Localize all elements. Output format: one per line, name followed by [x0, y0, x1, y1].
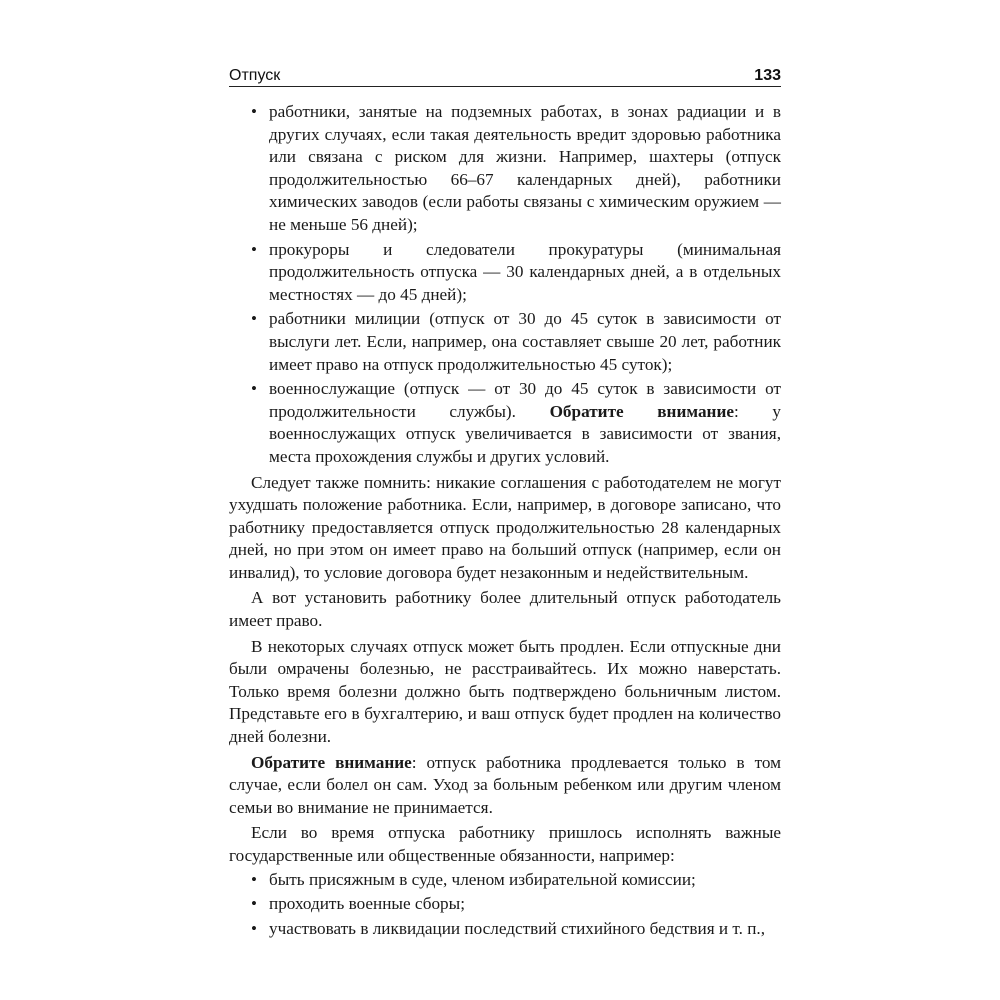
bullet-list-top [229, 101, 781, 469]
list-item: • проходить военные сборы; [229, 893, 781, 916]
running-header [229, 58, 781, 87]
page-number: 133 [754, 67, 781, 84]
notice-label: Обратите внимание [251, 752, 412, 772]
list-item: • работники, занятые на подземных работах, в зонах радиации и в других случаях, если такая деятельность вредит здоровью работника или связана с риском для жизни. Например, шахтеры (отпуск продолжительностью 66–67 календарных дней), работники химических заводов (если работы связаны с химическим оружием — не меньше 56 дней); [229, 101, 781, 237]
book-page [229, 58, 781, 958]
list-item: • военнослужащие (отпуск — от 30 до 45 суток в зависимости от продолжительности службы). Обратите внимание: у военнослужащих отпуск увеличивается в зависимости от звания, места прохождения службы и других условий. [229, 378, 781, 468]
section-title: Отпуск [229, 67, 281, 84]
notice-paragraph: Обратите внимание: отпуск работника продлевается только в том случае, если болел он сам. Уход за больным ребенком или другим членом семьи во внимание не принимается. [229, 752, 781, 817]
list-item: • прокуроры и следователи прокуратуры (минимальная продолжительность отпуска — 30 календарных дней, а в отдельных местностях — до 45 дней); [229, 239, 781, 307]
notice-label: Обратите внимание [549, 401, 734, 421]
paragraph: Следует также помнить: никакие соглашения с работодателем не могут ухудшать положение работника. Если, например, в договоре записано, что работнику предоставляется отпуск продолжительностью 28 календарных дней, но при этом он имеет право на больший отпуск (например, если он инвалид), то условие договора будет незаконным и недействительным. [229, 472, 781, 582]
page-body [229, 101, 781, 940]
paragraph: Если во время отпуска работнику пришлось исполнять важные государственные или общественные обязанности, например: [229, 823, 781, 865]
paragraph: А вот установить работнику более длительный отпуск работодатель имеет право. [229, 588, 781, 631]
bullet-list-bottom [229, 869, 781, 941]
list-item: • быть присяжным в суде, членом избирательной комиссии; [229, 869, 781, 892]
list-item: • работники милиции (отпуск от 30 до 45 суток в зависимости от выслуги лет. Если, например, она составляет свыше 20 лет, работник имеет право на отпуск продолжительностью 45 суток); [229, 308, 781, 376]
list-item: • участвовать в ликвидации последствий стихийного бедствия и т. п., [229, 918, 781, 941]
paragraph: В некоторых случаях отпуск может быть продлен. Если отпускные дни были омрачены болезнью, не расстраивайтесь. Их можно наверстать. Только время болезни должно быть подтверждено больничным листом. Представьте его в бухгалтерию, и ваш отпуск будет продлен на количество дней болезни. [229, 636, 781, 747]
